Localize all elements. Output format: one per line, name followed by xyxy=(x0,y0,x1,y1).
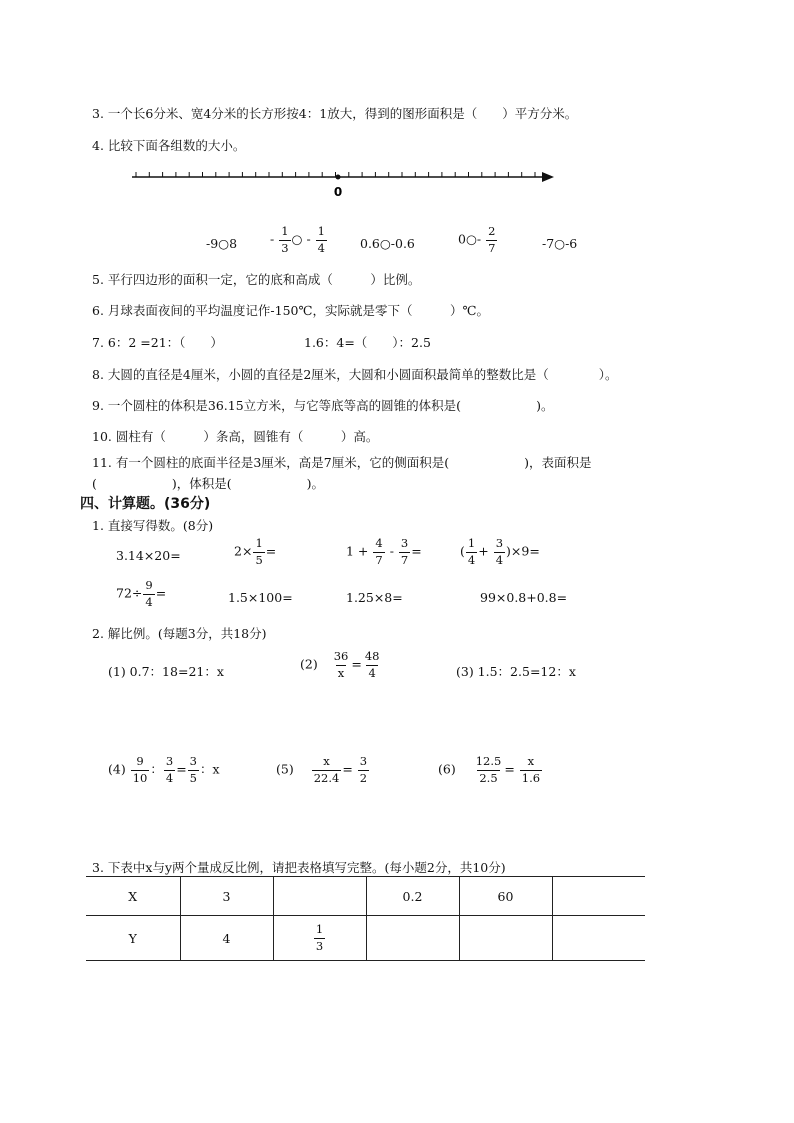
question-10: 10. 圆柱有（ ）条高，圆锥有（ ）高。 xyxy=(92,429,379,444)
calc-b4: 99×0.8+0.8= xyxy=(480,590,568,605)
table-cell xyxy=(273,916,366,961)
sub-title-3: 3. 下表中x与y两个量成反比例，请把表格填写完整。(每小题2分，共10分) xyxy=(92,860,506,875)
number-line-origin-dot xyxy=(336,175,341,180)
fraction: $\frac{9}{10}$ xyxy=(132,754,148,785)
table-cell: Y xyxy=(86,916,180,961)
fraction: $\frac{3}{4}$ xyxy=(495,536,504,567)
table-cell: 4 xyxy=(180,916,273,961)
fraction: $\frac{9}{4}$ xyxy=(145,578,153,609)
fraction: $\frac{3}{5}$ xyxy=(189,754,197,785)
compare-3: 0.6○-0.6 xyxy=(360,236,415,251)
compare-2: - $\frac{1}{3}$ ○ - $\frac{1}{4}$ xyxy=(270,224,325,255)
fraction: $\frac{x}{22.4}$ xyxy=(313,754,340,785)
fraction: $\frac{3}{2}$ xyxy=(359,754,368,785)
table-cell: 3 xyxy=(180,877,273,916)
table-cell: 0.2 xyxy=(366,877,459,916)
inverse-proportion-table xyxy=(86,876,645,961)
calc-a4: ( $\frac{1}{4}$ + $\frac{3}{4}$ )×9= xyxy=(460,536,540,567)
question-7a: 7. 6：2 =21：（ ） xyxy=(92,335,223,350)
fraction: $\frac{1}{4}$ xyxy=(467,536,476,567)
number-line-arrow-icon xyxy=(542,172,554,182)
sub-title-1: 1. 直接写得数。(8分) xyxy=(92,518,214,533)
question-3: 3. 一个长6分米、宽4分米的长方形按4：1放大，得到的图形面积是（ ）平方分米。 xyxy=(92,106,578,121)
calc-a2: 2× $\frac{1}{5}$ = xyxy=(234,536,277,567)
fraction: $\frac{1}{4}$ xyxy=(317,224,325,255)
calc-b3: 1.25×8= xyxy=(346,590,403,605)
table-cell: X xyxy=(86,877,180,916)
question-6: 6. 月球表面夜间的平均温度记作-150℃，实际就是零下（ ）℃。 xyxy=(92,303,489,318)
calc-b2: 1.5×100= xyxy=(228,590,293,605)
calc-a3: 1 + $\frac{4}{7}$ - $\frac{3}{7}$ = xyxy=(346,536,422,567)
table-cell: 60 xyxy=(459,877,552,916)
proportion-6: (6) $\frac{12.5}{2.5}$ = $\frac{x}{1.6}$ xyxy=(438,754,541,785)
compare-1: -9○8 xyxy=(206,236,238,251)
question-11-line1: 11. 有一个圆柱的底面半径是3厘米，高是7厘米，它的侧面积是( )，表面积是 xyxy=(92,455,592,470)
proportion-2: (2) $\frac{36}{x}$ = $\frac{48}{4}$ xyxy=(300,649,380,680)
fraction: $\frac{x}{1.6}$ xyxy=(521,754,541,785)
question-9: 9. 一个圆柱的体积是36.15立方米，与它等底等高的圆锥的体积是( )。 xyxy=(92,398,554,413)
compare-4: 0○- $\frac{2}{7}$ xyxy=(458,224,496,255)
proportion-5: (5) $\frac{x}{22.4}$ = $\frac{3}{2}$ xyxy=(276,754,368,785)
fraction: $\frac{12.5}{2.5}$ xyxy=(475,754,502,785)
fraction: $\frac{3}{7}$ xyxy=(400,536,409,567)
table-row xyxy=(86,877,645,916)
table-row xyxy=(86,916,645,961)
question-8: 8. 大圆的直径是4厘米，小圆的直径是2厘米，大圆和小圆面积最简单的整数比是（ ）。 xyxy=(92,367,618,382)
table-cell[interactable] xyxy=(459,916,552,961)
fraction: $\frac{1}{3}$ xyxy=(315,922,324,953)
question-4: 4. 比较下面各组数的大小。 xyxy=(92,138,246,153)
table-cell[interactable] xyxy=(366,916,459,961)
fraction: $\frac{1}{3}$ xyxy=(281,224,289,255)
fraction: $\frac{2}{7}$ xyxy=(488,224,496,255)
table-cell[interactable] xyxy=(273,877,366,916)
calc-a1: 3.14×20= xyxy=(116,548,181,563)
fraction: $\frac{36}{x}$ xyxy=(333,649,349,680)
number-line-zero-label: 0 xyxy=(333,185,343,199)
fraction: $\frac{3}{4}$ xyxy=(165,754,174,785)
question-7b: 1.6：4=（ ）：2.5 xyxy=(304,335,431,350)
fraction: $\frac{4}{7}$ xyxy=(375,536,383,567)
sub-title-2: 2. 解比例。(每题3分，共18分) xyxy=(92,626,267,641)
fraction: $\frac{48}{4}$ xyxy=(364,649,380,680)
proportion-3: (3) 1.5：2.5=12：x xyxy=(456,664,576,679)
calc-b1: 72÷ $\frac{9}{4}$ = xyxy=(116,578,167,609)
fraction: $\frac{1}{5}$ xyxy=(255,536,263,567)
section-title: 四、计算题。(36分) xyxy=(80,496,211,512)
table-cell[interactable] xyxy=(552,877,645,916)
number-line xyxy=(128,166,558,200)
table-cell[interactable] xyxy=(552,916,645,961)
compare-5: -7○-6 xyxy=(542,236,578,251)
proportion-4: (4) $\frac{9}{10}$ ： $\frac{3}{4}$ = $\frac{3}{5}$ ：x xyxy=(108,754,220,785)
question-11-line2: ( )，体积是( )。 xyxy=(92,476,325,491)
proportion-1: (1) 0.7：18=21：x xyxy=(108,664,224,679)
question-5: 5. 平行四边形的面积一定，它的底和高成（ ）比例。 xyxy=(92,272,421,287)
